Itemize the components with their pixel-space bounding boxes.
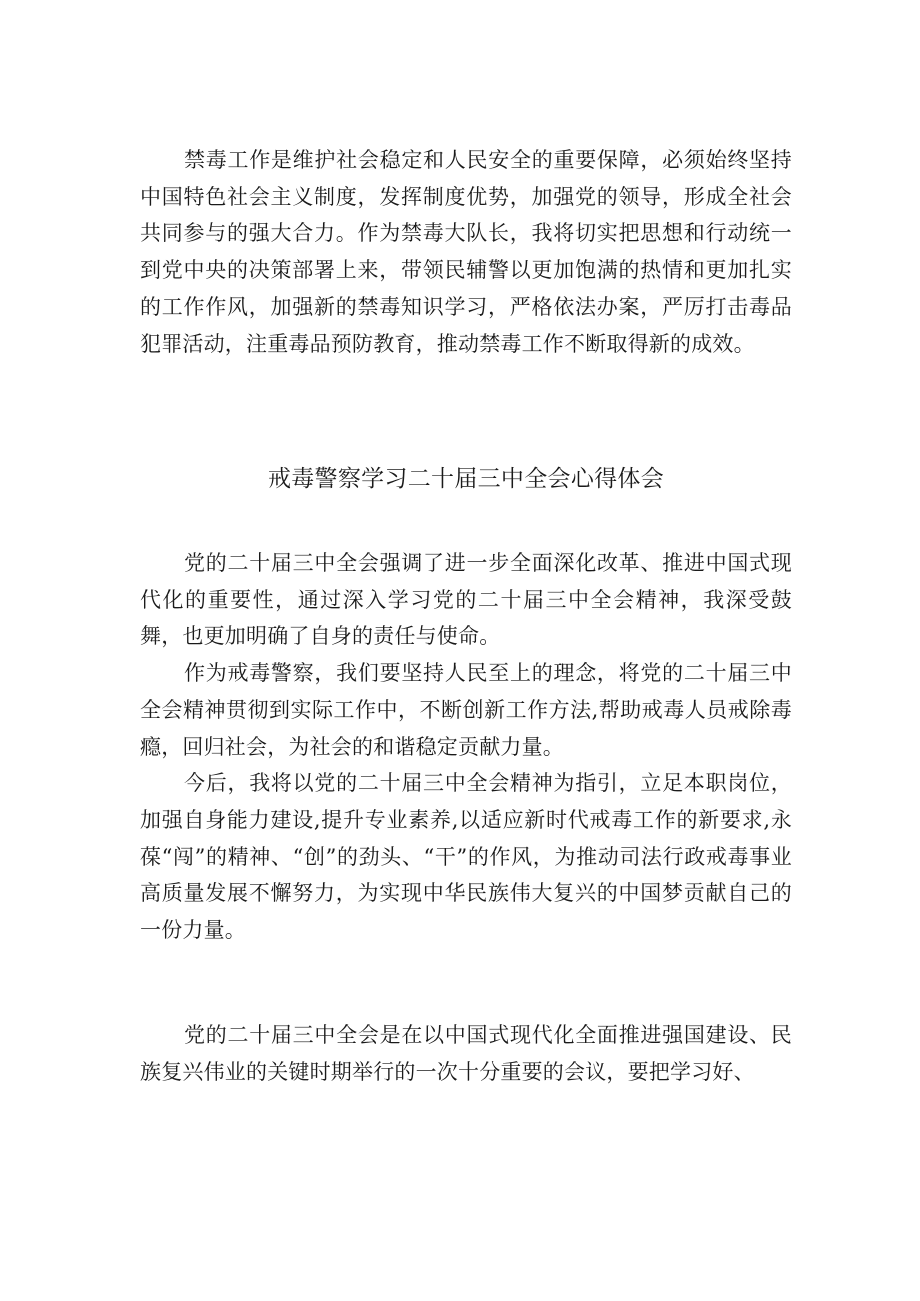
closing-section <box>140 1017 792 1090</box>
body-paragraph-3: 今后，我将以党的二十届三中全会精神为指引，立足本职岗位，加强自身能力建设,提升专业素养,以适应新时代戒毒工作的新要求,永葆“闯”的精神、“创”的劲头、“干”的作风，为推动司法行政戒毒事业高质量发展不懈努力，为实现中华民族伟大复兴的中国梦贡献自己的一份力量。 <box>140 771 792 943</box>
closing-paragraph: 党的二十届三中全会是在以中国式现代化全面推进强国建设、民族复兴伟业的关键时期举行的一次十分重要的会议，要把学习好、 <box>140 1023 792 1084</box>
body-paragraph-1: 党的二十届三中全会强调了进一步全面深化改革、推进中国式现代化的重要性，通过深入学习党的二十届三中全会精神，我深受鼓舞，也更加明确了自身的责任与使命。 <box>140 551 792 649</box>
body-paragraph-2: 作为戒毒警察，我们要坚持人民至上的理念，将党的二十届三中全会精神贯彻到实际工作中，不断创新工作方法,帮助戒毒人员戒除毒瘾，回归社会，为社会的和谐稳定贡献力量。 <box>140 661 792 759</box>
intro-paragraph: 禁毒工作是维护社会稳定和人民安全的重要保障，必须始终坚持中国特色社会主义制度，发挥制度优势，加强党的领导，形成全社会共同参与的强大合力。作为禁毒大队长，我将切实把思想和行动统一到党中央的决策部署上来，带领民辅警以更加饱满的热情和更加扎实的工作作风，加强新的禁毒知识学习，严格依法办案，严厉打击毒品犯罪活动，注重毒品预防教育，推动禁毒工作不断取得新的成效。 <box>140 148 792 356</box>
intro-section <box>140 142 792 362</box>
section-body <box>140 545 792 949</box>
section-title: 戒毒警察学习二十届三中全会心得体会 <box>267 466 665 492</box>
